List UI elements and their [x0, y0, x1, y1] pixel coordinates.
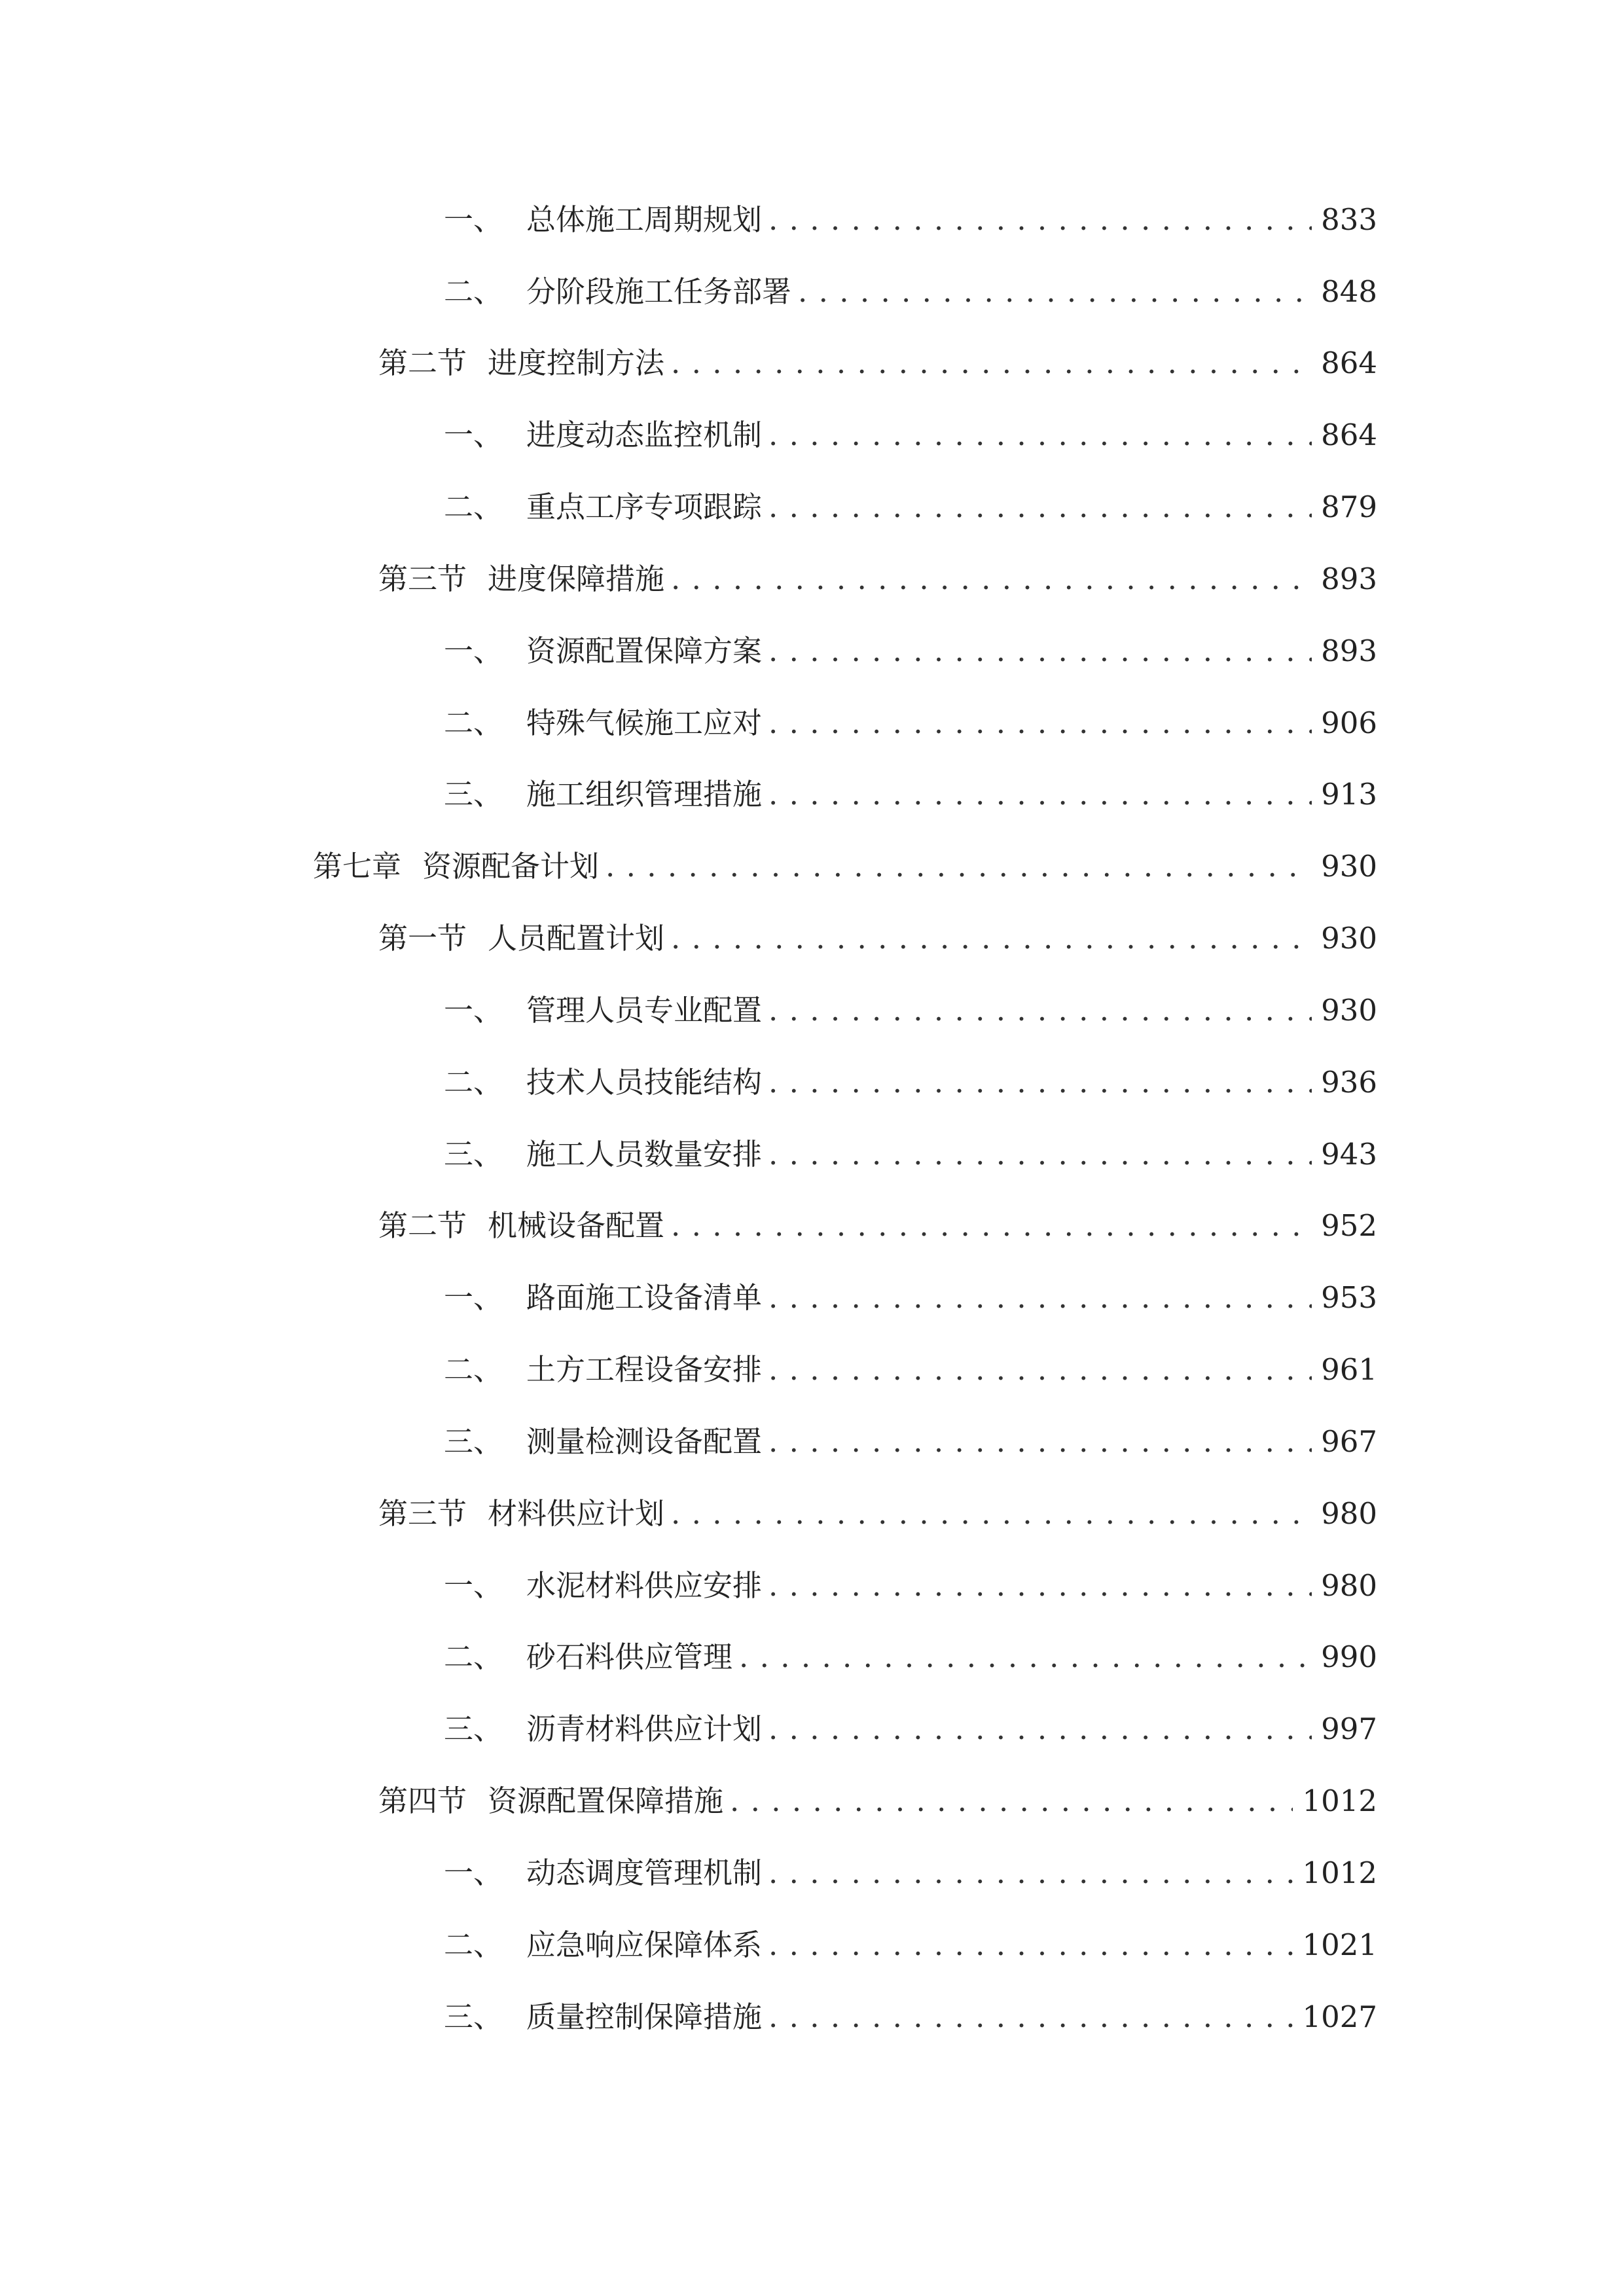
toc-entry-title: 资源配置保障措施 — [488, 1784, 724, 1818]
toc-entry-title: 技术人员技能结构 — [526, 1065, 763, 1100]
toc-entry-number: 二、 — [444, 1352, 503, 1387]
toc-entry-title: 特殊气候施工应对 — [526, 706, 763, 740]
toc-entry-title: 人员配置计划 — [488, 921, 665, 956]
toc-entry-page: 990 — [1321, 1640, 1377, 1674]
toc-entry-label — [444, 625, 762, 677]
toc-entry-title: 资源配备计划 — [422, 849, 600, 884]
toc-entry-number: 一、 — [444, 634, 503, 668]
toc-entry-title: 质量控制保障措施 — [526, 2000, 763, 2034]
toc-entry-label — [444, 1703, 762, 1755]
toc-entry-title: 管理人员专业配置 — [526, 993, 763, 1028]
toc-entry-label — [444, 1056, 762, 1109]
toc-entry-number: 二、 — [444, 1065, 503, 1100]
toc-entry-number: 一、 — [444, 202, 503, 237]
dot-leader — [768, 481, 1312, 533]
toc-entry[interactable] — [444, 1919, 1377, 1971]
toc-entry[interactable] — [313, 840, 1377, 893]
toc-entry-number: 二、 — [444, 490, 503, 524]
toc-entry[interactable] — [378, 912, 1377, 965]
dot-leader — [768, 1056, 1312, 1109]
toc-entry-page: 952 — [1321, 1208, 1377, 1243]
toc-entry-number: 第四节 — [378, 1784, 467, 1818]
toc-entry[interactable] — [444, 1344, 1377, 1396]
toc-entry[interactable] — [444, 768, 1377, 821]
toc-entry[interactable] — [444, 266, 1377, 318]
dot-leader — [671, 1200, 1312, 1252]
toc-entry-page: 980 — [1321, 1496, 1377, 1531]
toc-entry-label — [378, 337, 664, 389]
toc-entry-number: 一、 — [444, 993, 503, 1028]
toc-entry-label — [378, 1488, 664, 1540]
toc-entry-title: 砂石料供应管理 — [526, 1640, 733, 1674]
toc-entry-page: 930 — [1321, 849, 1377, 884]
toc-entry-label — [444, 409, 762, 461]
toc-entry-label — [444, 1991, 762, 2043]
toc-entry-page: 1012 — [1302, 1784, 1377, 1818]
toc-entry[interactable] — [444, 697, 1377, 749]
toc-entry-page: 936 — [1321, 1065, 1377, 1100]
dot-leader — [739, 1631, 1312, 1683]
toc-entry[interactable] — [444, 1056, 1377, 1109]
toc-entry-number: 二、 — [444, 1640, 503, 1674]
toc-entry-label — [444, 481, 762, 533]
toc-entry-label — [378, 1775, 723, 1827]
toc-entry[interactable] — [444, 1991, 1377, 2043]
dot-leader — [605, 840, 1312, 893]
toc-entry-title: 测量检测设备配置 — [526, 1424, 763, 1459]
toc-entry[interactable] — [444, 1847, 1377, 1899]
toc-entry-label — [378, 553, 664, 605]
toc-entry-label — [444, 266, 791, 318]
toc-entry-title: 材料供应计划 — [488, 1496, 665, 1531]
toc-entry-number: 一、 — [444, 1856, 503, 1890]
toc-entry[interactable] — [444, 481, 1377, 533]
toc-entry[interactable] — [378, 553, 1377, 605]
toc-entry-number: 一、 — [444, 418, 503, 452]
dot-leader — [768, 1560, 1312, 1612]
toc-entry-page: 961 — [1321, 1352, 1377, 1387]
toc-entry-number: 第二节 — [378, 346, 467, 380]
toc-entry-page: 980 — [1321, 1568, 1377, 1603]
toc-entry-title: 资源配置保障方案 — [526, 634, 763, 668]
toc-entry-number: 第三节 — [378, 562, 467, 596]
dot-leader — [768, 194, 1312, 246]
toc-entry[interactable] — [444, 1272, 1377, 1324]
toc-entry-number: 三、 — [444, 1712, 503, 1746]
toc-entry-number: 第七章 — [313, 849, 402, 884]
toc-entry-title: 重点工序专项跟踪 — [526, 490, 763, 524]
toc-entry[interactable] — [444, 984, 1377, 1037]
toc-entry-title: 动态调度管理机制 — [526, 1856, 763, 1890]
toc-entry[interactable] — [444, 1703, 1377, 1755]
toc-entry-number: 三、 — [444, 1137, 503, 1172]
dot-leader — [768, 1703, 1312, 1755]
dot-leader — [768, 1847, 1293, 1899]
dot-leader — [671, 912, 1312, 965]
toc-entry-title: 施工人员数量安排 — [526, 1137, 763, 1172]
toc-entry-label — [444, 1416, 762, 1468]
toc-entry-number: 二、 — [444, 1928, 503, 1962]
dot-leader — [768, 768, 1312, 821]
dot-leader — [768, 1272, 1312, 1324]
toc-entry-page: 953 — [1321, 1280, 1377, 1315]
toc-entry-label — [444, 194, 762, 246]
toc-entry-number: 一、 — [444, 1568, 503, 1603]
dot-leader — [768, 1128, 1312, 1181]
toc-entry-title: 进度控制方法 — [488, 346, 665, 380]
dot-leader — [768, 409, 1312, 461]
toc-entry-page: 943 — [1321, 1137, 1377, 1172]
dot-leader — [798, 266, 1312, 318]
toc-entry-title: 土方工程设备安排 — [526, 1352, 763, 1387]
toc-entry-page: 848 — [1321, 274, 1377, 309]
toc-entry-page: 913 — [1321, 777, 1377, 812]
dot-leader — [671, 553, 1312, 605]
dot-leader — [730, 1775, 1293, 1827]
toc-entry-label — [444, 1128, 762, 1181]
toc-entry-label — [444, 1344, 762, 1396]
toc-entry-page: 864 — [1321, 346, 1377, 380]
toc-entry[interactable] — [444, 194, 1377, 246]
toc-entry-title: 进度动态监控机制 — [526, 418, 763, 452]
toc-entry-title: 水泥材料供应安排 — [526, 1568, 763, 1603]
toc-entry-label — [444, 1272, 762, 1324]
toc-entry-page: 1021 — [1302, 1928, 1377, 1962]
toc-entry-label — [444, 697, 762, 749]
toc-entry-number: 一、 — [444, 1280, 503, 1315]
dot-leader — [768, 984, 1312, 1037]
toc-entry-number: 第一节 — [378, 921, 467, 956]
toc-entry-number: 三、 — [444, 1424, 503, 1459]
toc-entry[interactable] — [378, 1488, 1377, 1540]
toc-entry[interactable] — [444, 409, 1377, 461]
dot-leader — [768, 1991, 1293, 2043]
toc-entry-label — [444, 1847, 762, 1899]
toc-entry[interactable] — [444, 625, 1377, 677]
toc-entry-page: 879 — [1321, 490, 1377, 524]
toc-entry-title: 路面施工设备清单 — [526, 1280, 763, 1315]
toc-entry[interactable] — [444, 1128, 1377, 1181]
toc-entry-page: 1027 — [1302, 2000, 1377, 2034]
toc-entry-page: 930 — [1321, 993, 1377, 1028]
toc-entry-label — [378, 1200, 664, 1252]
toc-entry-page: 893 — [1321, 562, 1377, 596]
dot-leader — [768, 625, 1312, 677]
toc-entry-page: 997 — [1321, 1712, 1377, 1746]
toc-entry-label — [444, 768, 762, 821]
toc-entry-number: 第二节 — [378, 1208, 467, 1243]
toc-entry-label — [378, 912, 664, 965]
toc-entry-label — [444, 1631, 732, 1683]
toc-entry[interactable] — [378, 1200, 1377, 1252]
toc-entry-label — [444, 1560, 762, 1612]
toc-entry-page: 864 — [1321, 418, 1377, 452]
toc-entry-number: 三、 — [444, 777, 503, 812]
dot-leader — [768, 697, 1312, 749]
toc-entry[interactable] — [378, 337, 1377, 389]
toc-entry-page: 893 — [1321, 634, 1377, 668]
toc-entry-title: 沥青材料供应计划 — [526, 1712, 763, 1746]
toc-entry[interactable] — [444, 1416, 1377, 1468]
toc-entry-title: 分阶段施工任务部署 — [526, 274, 792, 309]
dot-leader — [671, 1488, 1312, 1540]
toc-entry[interactable] — [378, 1775, 1377, 1827]
toc-entry-title: 总体施工周期规划 — [526, 202, 763, 237]
toc-entry-label — [444, 984, 762, 1037]
toc-entry-page: 1012 — [1302, 1856, 1377, 1890]
dot-leader — [768, 1344, 1312, 1396]
toc-entry-page: 967 — [1321, 1424, 1377, 1459]
dot-leader — [768, 1919, 1293, 1971]
toc-entry-number: 二、 — [444, 706, 503, 740]
toc-entry-title: 进度保障措施 — [488, 562, 665, 596]
toc-entry-number: 第三节 — [378, 1496, 467, 1531]
dot-leader — [671, 337, 1312, 389]
toc-entry-label — [444, 1919, 762, 1971]
toc-entry-title: 应急响应保障体系 — [526, 1928, 763, 1962]
dot-leader — [768, 1416, 1312, 1468]
toc-entry-page: 930 — [1321, 921, 1377, 956]
toc-entry-title: 机械设备配置 — [488, 1208, 665, 1243]
toc-entry[interactable] — [444, 1560, 1377, 1612]
toc-entry-number: 三、 — [444, 2000, 503, 2034]
toc-entry-label — [313, 840, 599, 893]
toc-entry-number: 二、 — [444, 274, 503, 309]
toc-entry-page: 833 — [1321, 202, 1377, 237]
toc-entry[interactable] — [444, 1631, 1377, 1683]
toc-entry-page: 906 — [1321, 706, 1377, 740]
toc-entry-title: 施工组织管理措施 — [526, 777, 763, 812]
